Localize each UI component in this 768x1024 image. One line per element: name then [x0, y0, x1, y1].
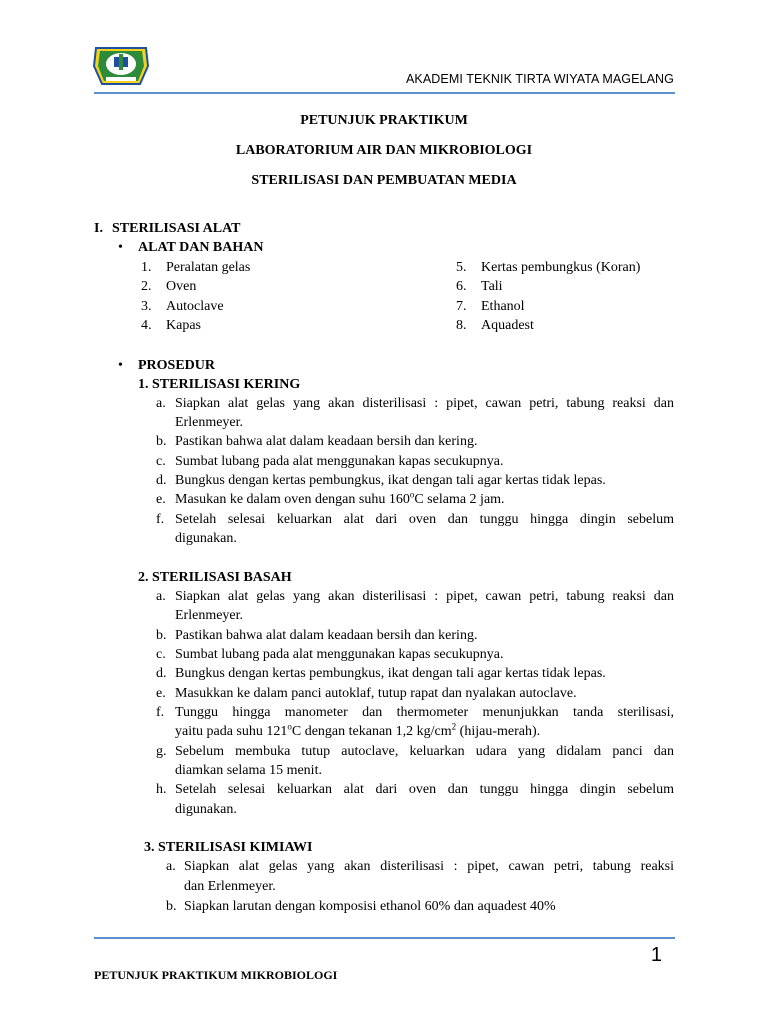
step-letter: f.: [156, 705, 165, 720]
step-text: Masukkan ke dalam panci autoklaf, tutup rapat dan nyalakan autoclave.: [175, 686, 577, 701]
list-item-num: 7.: [456, 299, 467, 314]
step-letter: b.: [166, 899, 177, 914]
list-item-num: 6.: [456, 279, 467, 294]
step-text-cont: digunakan.: [175, 531, 237, 546]
step-letter: c.: [156, 647, 166, 662]
step-text-cont: [175, 722, 540, 741]
list-item: Kertas pembungkus (Koran): [481, 260, 641, 275]
list-item: Peralatan gelas: [166, 260, 251, 275]
step-text: Siapkan alat gelas yang akan disterilisasi : pipet, cawan petri, tabung reaksi: [184, 859, 674, 874]
doc-subtitle-lab: LABORATORIUM AIR DAN MIKROBIOLOGI: [235, 143, 533, 158]
step-text: Sebelum membuka tutup autoclave, keluarkan udara yang didalam panci dan: [175, 744, 674, 759]
list-item-num: 1.: [141, 260, 152, 275]
list-item-num: 8.: [456, 318, 467, 333]
alat-bahan-title: ALAT DAN BAHAN: [138, 240, 264, 255]
step-text: Pastikan bahwa alat dalam keadaan bersih dan kering.: [175, 434, 478, 449]
step-letter: b.: [156, 628, 167, 643]
list-item-num: 4.: [141, 318, 152, 333]
prosedur-title: PROSEDUR: [138, 358, 216, 373]
step-letter: a.: [156, 589, 166, 604]
footer-rule: [94, 937, 675, 939]
step-text: Sumbat lubang pada alat menggunakan kapas secukupnya.: [175, 454, 504, 469]
academy-logo: [92, 42, 150, 88]
list-item-num: 2.: [141, 279, 152, 294]
step-letter: e.: [156, 686, 166, 701]
section-title: STERILISASI ALAT: [112, 221, 241, 236]
doc-subtitle-topic: STERILISASI DAN PEMBUATAN MEDIA: [251, 173, 517, 188]
list-item: Tali: [481, 279, 503, 294]
kimiawi-heading: 3. STERILISASI KIMIAWI: [144, 840, 313, 855]
bullet-icon: •: [118, 240, 123, 255]
squared-sup: 2: [451, 721, 457, 732]
step-text: Bungkus dengan kertas pembungkus, ikat dengan tali agar kertas tidak lepas.: [175, 473, 606, 488]
institution-name: AKADEMI TEKNIK TIRTA WIYATA MAGELANG: [405, 72, 674, 86]
step-letter: d.: [156, 666, 167, 681]
step-letter: c.: [156, 454, 166, 469]
footer-text: PETUNJUK PRAKTIKUM MIKROBIOLOGI: [94, 968, 338, 982]
step-text: [175, 490, 505, 509]
basah-heading: 2. STERILISASI BASAH: [138, 570, 292, 585]
list-item: Kapas: [166, 318, 201, 333]
list-item: Aquadest: [481, 318, 534, 333]
list-item: Autoclave: [166, 299, 224, 314]
step-text: Pastikan bahwa alat dalam keadaan bersih dan kering.: [175, 628, 478, 643]
doc-title: PETUNJUK PRAKTIKUM: [300, 113, 468, 128]
step-text: Setelah selesai keluarkan alat dari oven dan tunggu hingga dingin sebelum: [175, 782, 674, 797]
step-text: Tunggu hingga manometer dan thermometer menunjukkan tanda sterilisasi,: [175, 705, 674, 720]
list-item: Ethanol: [481, 299, 525, 314]
kering-heading: 1. STERILISASI KERING: [138, 377, 301, 392]
step-letter: a.: [156, 396, 166, 411]
step-text-cont: dan Erlenmeyer.: [184, 879, 276, 894]
step-text-cont: Erlenmeyer.: [175, 608, 244, 623]
step-text-cont: digunakan.: [175, 802, 237, 817]
step-text: Siapkan alat gelas yang akan disterilisasi : pipet, cawan petri, tabung reaksi dan: [175, 396, 674, 411]
page-number: 1: [650, 944, 662, 966]
step-text-cont: diamkan selama 15 menit.: [175, 763, 322, 778]
step-letter: g.: [156, 744, 167, 759]
list-item: Oven: [166, 279, 197, 294]
step-letter: f.: [156, 512, 165, 527]
step-letter: d.: [156, 473, 167, 488]
step-letter: e.: [156, 492, 166, 507]
step-text-part: C selama 2 jam.: [414, 492, 505, 507]
degree-sup: o: [287, 721, 292, 732]
step-text-part: yaitu pada suhu 121: [175, 724, 288, 739]
step-letter: a.: [166, 859, 176, 874]
step-text-part: (hijau-merah).: [456, 724, 541, 739]
step-text: Bungkus dengan kertas pembungkus, ikat dengan tali agar kertas tidak lepas.: [175, 666, 606, 681]
list-item-num: 5.: [456, 260, 467, 275]
step-text: Siapkan larutan dengan komposisi ethanol 60% dan aquadest 40%: [184, 899, 556, 914]
list-item-num: 3.: [141, 299, 152, 314]
step-letter: b.: [156, 434, 167, 449]
step-text: Sumbat lubang pada alat menggunakan kapas secukupnya.: [175, 647, 504, 662]
section-number: I.: [94, 221, 103, 236]
step-letter: h.: [156, 782, 167, 797]
step-text-part: Masukan ke dalam oven dengan suhu 160: [175, 492, 410, 507]
bullet-icon: •: [118, 358, 123, 373]
step-text: Siapkan alat gelas yang akan disterilisasi : pipet, cawan petri, tabung reaksi dan: [175, 589, 674, 604]
degree-sup: o: [409, 489, 415, 500]
step-text-cont: Erlenmeyer.: [175, 415, 244, 430]
header-rule: [94, 92, 675, 94]
step-text: Setelah selesai keluarkan alat dari oven dan tunggu hingga dingin sebelum: [175, 512, 674, 527]
step-text-part: C dengan tekanan 1,2 kg/cm: [291, 724, 452, 739]
